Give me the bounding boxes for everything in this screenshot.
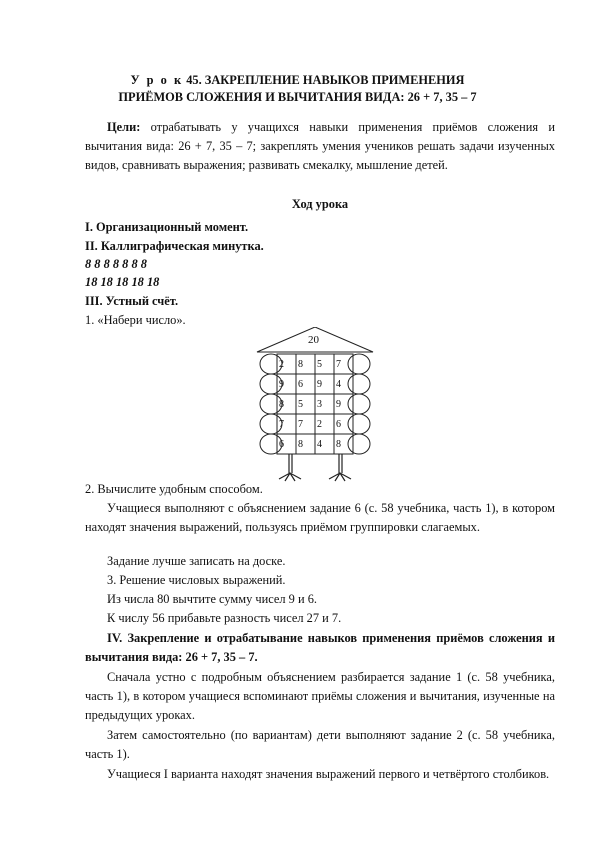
section-1-heading: I. Организационный момент. [85,220,249,234]
lesson-word: У р о к [130,73,184,87]
section-2-heading: II. Каллиграфическая минутка. [85,239,264,253]
grid-cell: 7 [336,359,341,370]
section-4-paragraph-3: Учащиеся I варианта находят значения выражений первого и четвёртого столбиков. [107,767,550,781]
grid-cell: 9 [317,379,322,390]
section-4-paragraph-2: Затем самостоятельно (по вариантам) дети выполняют задание 2 (с. 58 учебника, часть 1). [85,728,555,761]
roof-number: 20 [308,334,319,346]
grid-cell: 7 [298,419,303,430]
grid-cell: 4 [336,379,341,390]
board-note: Задание лучше записать на доске. [107,554,286,568]
calligraphy-line-2: 18 18 18 18 18 [85,275,160,289]
item-1: 1. «Набери число». [85,313,186,327]
section-4-heading: IV. Закрепление и отрабатывание навыков применения приёмов сложения и вычитания вида: 26 + 7, 35 – 7. [85,631,555,664]
section-3-heading: III. Устный счёт. [85,294,179,308]
grid-cell: 6 [298,379,303,390]
grid-cell: 8 [298,439,303,450]
title-line-1 [60,72,535,89]
grid-cell: 6 [336,419,341,430]
item-3-line-2: К числу 56 прибавьте разность чисел 27 и 7. [107,611,342,625]
grid-cell: 8 [298,359,303,370]
grid-cell: 6 [279,439,284,450]
number-house-figure [255,327,375,487]
title-line-2: ПРИЁМОВ СЛОЖЕНИЯ И ВЫЧИТАНИЯ ВИДА: 26 + 7, 35 – 7 [118,90,477,104]
grid-cell: 3 [317,399,322,410]
section-4-paragraph-1: Сначала устно с подробным объяснением разбирается задание 1 (с. 58 учебника, часть 1), в котором учащиеся вспоминают приёмы сложения и вычитания, изученные на предыдущих уроках. [85,670,555,722]
grid-cell: 7 [279,419,284,430]
calligraphy-line-1: 8 8 8 8 8 8 8 [85,257,147,271]
grid-cell: 9 [336,399,341,410]
title-line-1-text: 45. ЗАКРЕПЛЕНИЕ НАВЫКОВ ПРИМЕНЕНИЯ [186,73,465,87]
item-2: 2. Вычислите удобным способом. [85,482,263,496]
grid-cell: 9 [279,379,284,390]
grid-cell: 8 [279,399,284,410]
goals-text: отрабатывать у учащихся навыки применения приёмов сложения и вычитания вида: 26 + 7, 35 – 7; закреплять умения учеников решать задачи изученных видов, сравнивать выражения; развивать смекалку, мышление детей. [85,120,555,172]
item-3-line-1: Из числа 80 вычтите сумму чисел 9 и 6. [107,592,317,606]
grid-cell: 8 [336,439,341,450]
grid-cell: 4 [317,439,322,450]
course-heading: Ход урока [291,197,349,211]
grid-cell: 2 [317,419,322,430]
grid-cell: 2 [279,359,284,370]
item-2-text: Учащиеся выполняют с объяснением задание 6 (с. 58 учебника, часть 1), в котором находят значения выражений, пользуясь приёмом группировки слагаемых. [85,501,555,534]
grid-cell: 5 [298,399,303,410]
goals-paragraph [85,118,555,175]
grid-cell: 5 [317,359,322,370]
goals-label: Цели: [107,120,141,134]
item-3: 3. Решение числовых выражений. [107,573,286,587]
lesson-title [60,72,535,106]
